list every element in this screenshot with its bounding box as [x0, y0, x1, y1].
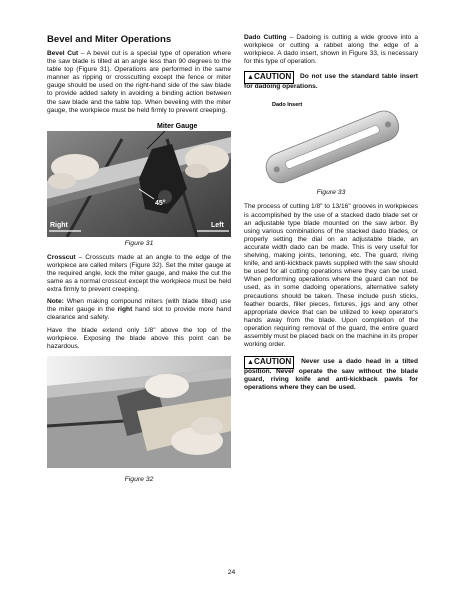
- crosscut-lead: Crosscut: [47, 253, 76, 261]
- caution-badge-2-label: CAUTION: [253, 357, 292, 367]
- caution-badge-1: [244, 71, 294, 84]
- figure-33-label: Dado Insert: [272, 102, 303, 109]
- figure-31-label-left: Left: [211, 221, 224, 229]
- dado-cutting-lead: Dado Cutting: [244, 34, 287, 41]
- bevel-cut-text: – A bevel cut is a special type of operation where the saw blade is tilted at an angle less than 90 degrees to the table top (Figure 31). Operations are performed in the same manner as ripping or crosscutting except the fence or miter gauge should be used on the right-hand side of the saw blade to provide added safety in avoiding a binding action between the saw blade and the table top. When beveling with the miter gauge, the workpiece must be held firmly to prevent creeping.: [47, 50, 231, 114]
- caution-badge-2: [244, 356, 294, 369]
- note-text-a: When making compound miters (with blade tilted) use the miter gauge in the: [47, 298, 231, 314]
- dado-cutting-text: – Dadoing is cutting a wide groove into a workpiece or cutting a rabbet along the edge of a workpiece. A dado insert, shown in Figure 33, is necessary for this type of operation.: [244, 34, 419, 66]
- figure-31: [47, 119, 231, 237]
- note-text-b: hand slot to provide more hand clearance and safety.: [47, 306, 231, 322]
- caution-2-text: Never use a dado head in a tilted position. Never operate the saw without the blade guard, riving knife and anti-kickback pawls for operations where they can be used.: [244, 358, 418, 392]
- caution-notice-1: [244, 70, 418, 91]
- dado-cutting-paragraph: [244, 34, 418, 66]
- figure-31-caption: Figure 31: [124, 239, 154, 247]
- caution-badge-1-label: CAUTION: [253, 72, 292, 82]
- crosscut-text: – Crosscuts made at an angle to the edge of the workpiece are called miters (Figure 32). Set the miter gauge at the required angle, lock the miter gauge, and make the cut the same as a normal crosscut except the workpiece must be held extra firmly to prevent creeping.: [47, 253, 231, 294]
- page-number: 24: [227, 569, 236, 576]
- figure-31-label-right: Right: [50, 221, 68, 229]
- note-bold: right: [117, 306, 133, 314]
- crosscut-paragraph: [47, 254, 231, 294]
- right-column: [244, 34, 418, 397]
- figure-31-photo: [47, 119, 231, 237]
- warning-triangle-icon: ▲: [247, 359, 254, 367]
- section-title: Bevel and Miter Operations: [47, 34, 172, 45]
- figure-33-photo: [244, 96, 418, 186]
- figure-31-label-angle: 45°: [155, 199, 166, 207]
- note-paragraph: [47, 298, 231, 322]
- caution-notice-2: [244, 355, 418, 392]
- figure-33-caption: Figure 33: [316, 189, 346, 197]
- figure-32-caption: Figure 32: [124, 475, 154, 483]
- note-lead: Note:: [47, 298, 64, 306]
- figure-32: [47, 356, 231, 468]
- figure-32-photo: [47, 356, 231, 468]
- warning-triangle-icon: ▲: [247, 74, 254, 82]
- figure-33: [244, 96, 418, 186]
- bevel-cut-lead: Bevel Cut: [47, 50, 79, 57]
- left-column: [47, 34, 231, 490]
- bevel-cut-paragraph: [47, 50, 231, 115]
- caution-1-text: Do not use the standard table insert for dadoing operations.: [244, 73, 418, 91]
- figure-31-label-miter-gauge: Miter Gauge: [157, 122, 198, 130]
- blade-height-paragraph: Have the blade extend only 1/8" above the top of the workpiece. Exposing the blade above this point can be hazardous.: [47, 326, 231, 350]
- dado-process-paragraph: The process of cutting 1/8" to 13/16" grooves in workpieces is accomplished by the use of a stacked dado blade set or an adjustable type blade mounted on the saw arbor. By using various combinations of the stacked dado blades, or properly setting the dial on an adjustable blade, an accurate width dado can be made. This is very useful for shelving, making joints, tenoning, etc. The guard, riving knife, and anti-kickback pawls supplied with the saw should be used for all cutting operations where they can be used. When performing operations where the guard can not be used, as in some dadoing operations, alternative safety precautions should be taken. These include push sticks, feather boards, filler pieces, fixtures, jigs and any other appropriate device that can be utilized to keep operator's hands away from the blade. Upon completion of the operation requiring removal of the guard, the entire guard assembly must be placed back on the machine in its proper working order.: [244, 203, 418, 349]
